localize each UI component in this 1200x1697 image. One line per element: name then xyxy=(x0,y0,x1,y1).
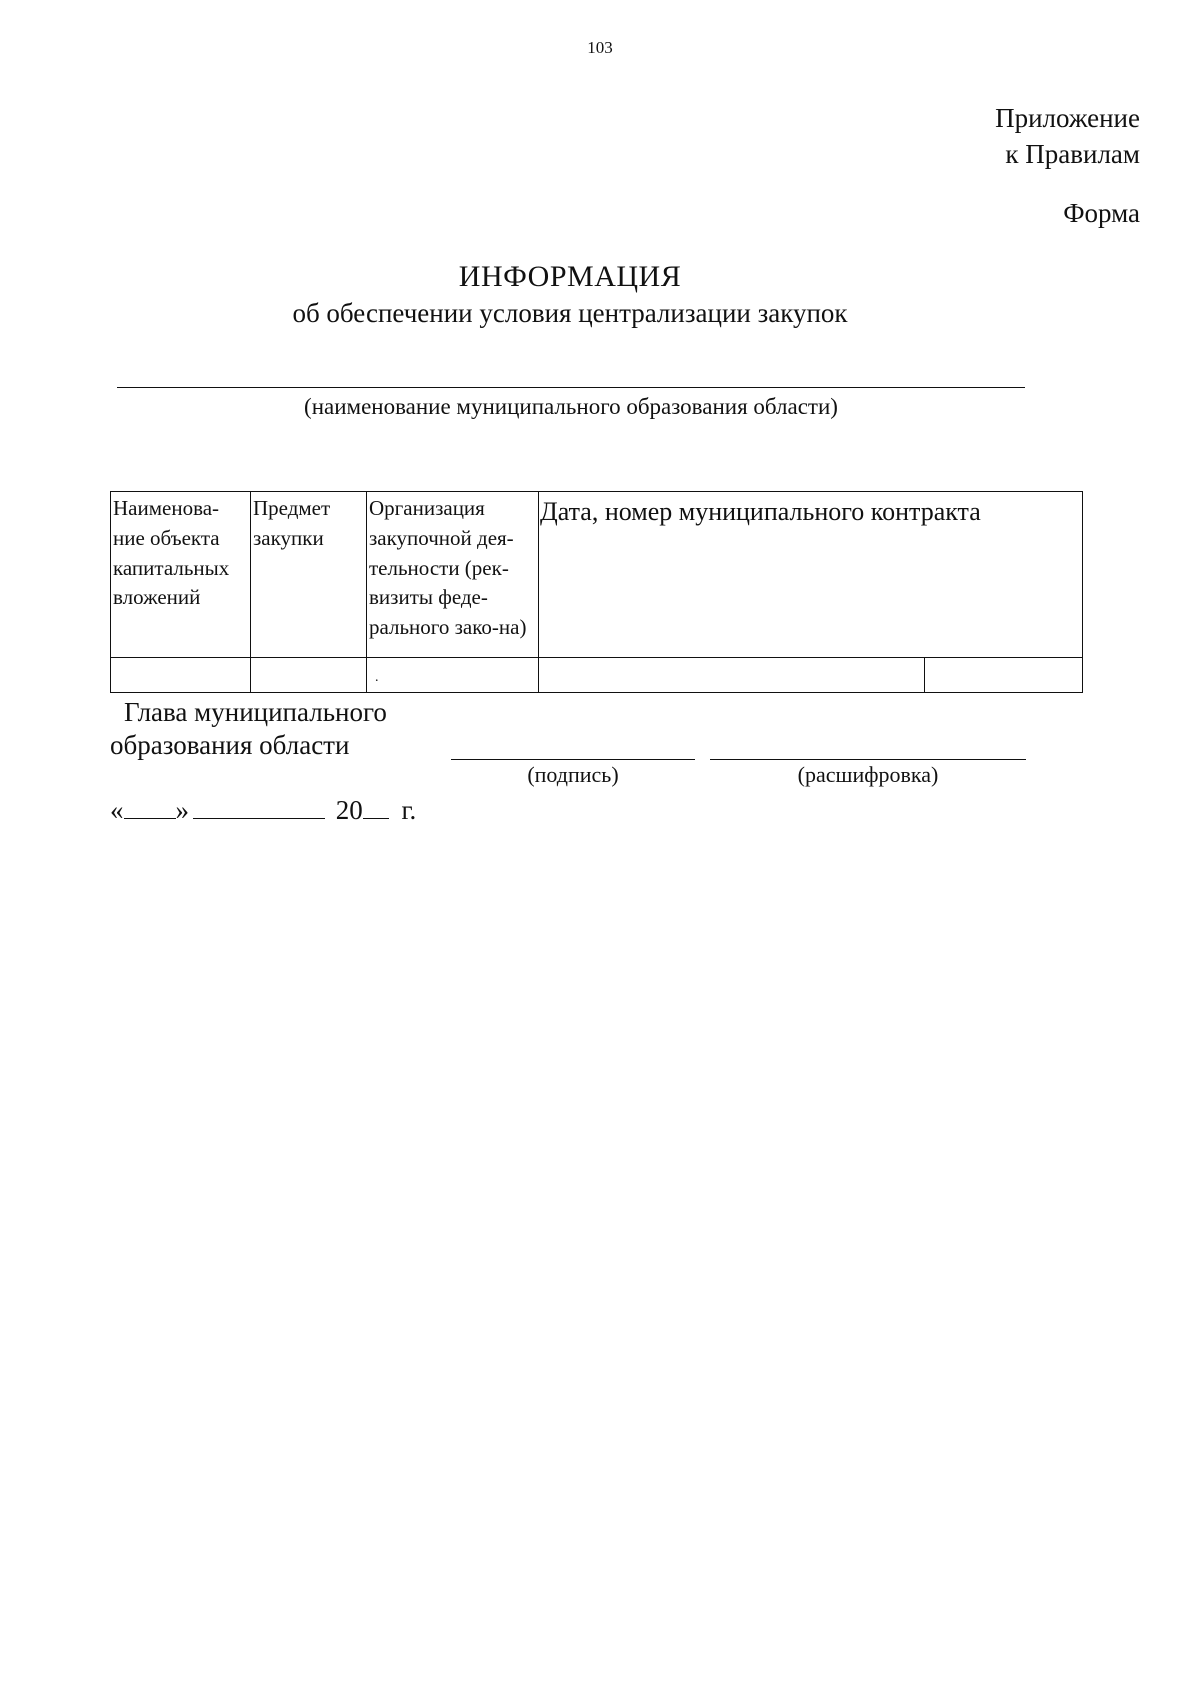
appendix-header xyxy=(995,100,1140,173)
year-prefix: 20 xyxy=(335,795,363,825)
open-quote: « xyxy=(110,795,124,825)
year-blank[interactable] xyxy=(363,794,389,819)
table-header-row xyxy=(111,492,1083,658)
appendix-line-1: Приложение xyxy=(995,103,1140,133)
head-title-line-1: Глава муниципального xyxy=(124,697,387,727)
day-blank[interactable] xyxy=(124,794,176,819)
table-cell[interactable] xyxy=(539,658,925,693)
table-cell[interactable] xyxy=(925,658,1083,693)
header-procurement-subject: Предмет закупки xyxy=(251,492,367,658)
close-quote: » xyxy=(175,795,189,825)
information-table xyxy=(110,491,1083,693)
mark-dot: . xyxy=(375,670,379,685)
header-contract-date-number: Дата, номер муниципального контракта xyxy=(539,492,1083,658)
decoding-caption: (расшифровка) xyxy=(797,762,939,787)
header-procurement-organization: Организация закупочной дея-тельности (рек-визиты феде-рального зако-на) xyxy=(367,492,539,658)
document-title: ИНФОРМАЦИЯ xyxy=(458,260,682,293)
table-cell[interactable] xyxy=(111,658,251,693)
head-title-line-2: образования области xyxy=(110,730,350,760)
month-blank[interactable] xyxy=(193,794,325,819)
header-object-name: Наименова-ние объекта капитальных вложений xyxy=(111,492,251,658)
municipality-fill-line xyxy=(117,387,1025,388)
form-label: Форма xyxy=(1063,198,1140,228)
decoding-fill-line xyxy=(710,759,1026,760)
appendix-line-2: к Правилам xyxy=(1005,139,1140,170)
year-suffix: г. xyxy=(401,795,417,825)
document-subtitle: об обеспечении условия централизации закупок xyxy=(292,298,848,328)
table-row xyxy=(111,658,1083,693)
signature-caption: (подпись) xyxy=(527,762,619,787)
signature-fill-line xyxy=(451,759,695,760)
municipality-caption: (наименование муниципального образования области) xyxy=(304,394,838,419)
date-line xyxy=(110,794,416,826)
page-number: 103 xyxy=(587,38,613,57)
table-cell[interactable] xyxy=(367,658,539,693)
table-cell[interactable] xyxy=(251,658,367,693)
